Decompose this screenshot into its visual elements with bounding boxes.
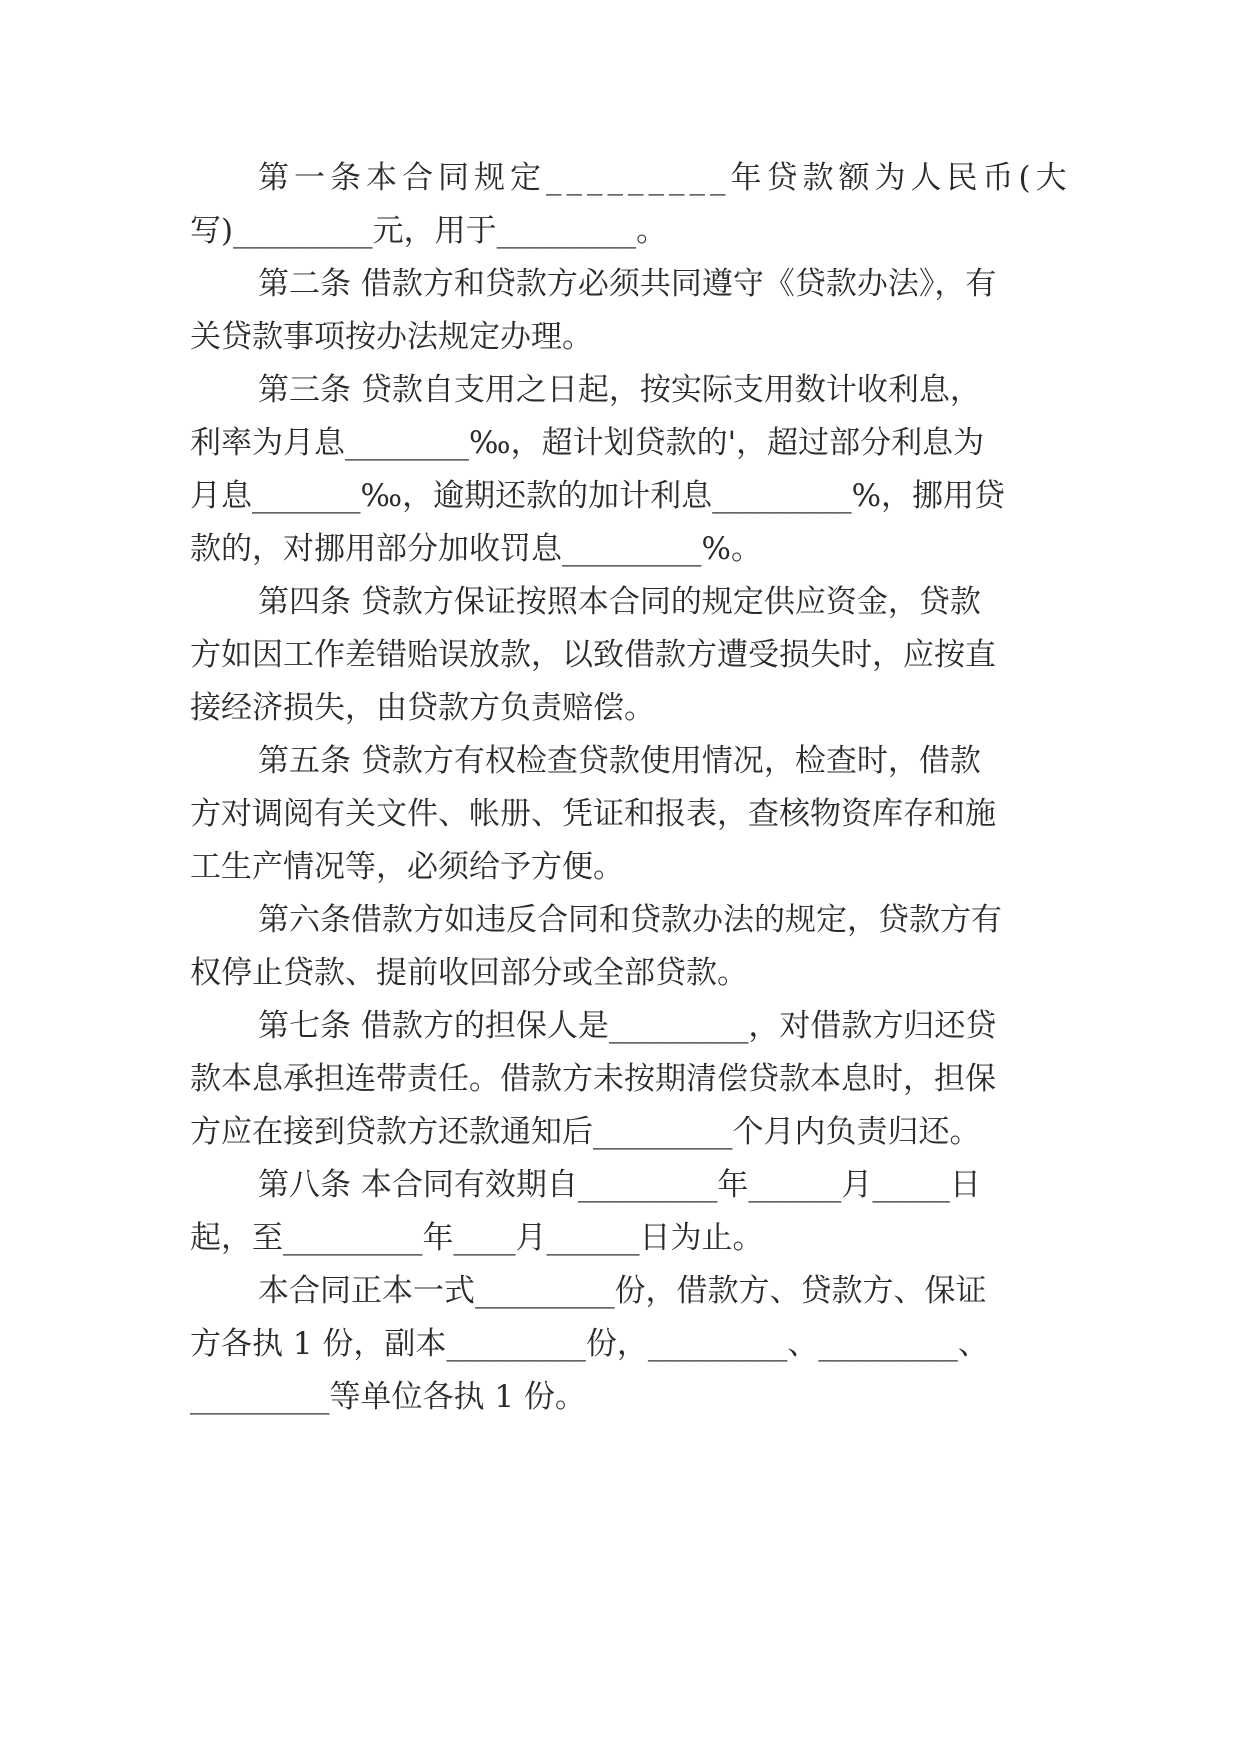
article-4-line-1: 第四条 贷款方保证按照本合同的规定供应资金，贷款	[258, 584, 981, 620]
article-6-line-1: 第六条借款方如违反合同和贷款办法的规定，贷款方有	[258, 902, 1002, 938]
article-2-line-1: 第二条 借款方和贷款方必须共同遵守《贷款办法》，有	[258, 266, 997, 302]
article-1-line-1: 第一条本合同规定_________年贷款额为人民币(大	[258, 160, 1072, 196]
copies-line-1: 本合同正本一式_________份，借款方、贷款方、保证	[258, 1273, 987, 1309]
article-7-line-2: 款本息承担连带责任。借款方未按期清偿贷款本息时，担保	[190, 1061, 996, 1097]
article-6-line-2: 权停止贷款、提前收回部分或全部贷款。	[190, 955, 748, 991]
copies-line-3: _________等单位各执 1 份。	[190, 1379, 586, 1415]
copies-line-2: 方各执 1 份，副本_________份，_________、_________、	[190, 1326, 989, 1362]
article-8-line-2: 起，至_________年____月______日为止。	[190, 1220, 764, 1256]
article-4-line-3: 接经济损失，由贷款方负责赔偿。	[190, 690, 655, 726]
article-2-line-2: 关贷款事项按办法规定办理。	[190, 319, 593, 355]
article-5-line-2: 方对调阅有关文件、帐册、凭证和报表，查核物资库存和施	[190, 796, 996, 832]
article-7-line-3: 方应在接到贷款方还款通知后_________个月内负责归还。	[190, 1114, 981, 1150]
article-5-line-3: 工生产情况等，必须给予方便。	[190, 849, 624, 885]
article-4-line-2: 方如因工作差错贻误放款，以致借款方遭受损失时，应按直	[190, 637, 996, 673]
article-8-line-1: 第八条 本合同有效期自_________年______月_____日	[258, 1167, 981, 1203]
article-3-line-2: 利率为月息________‰，超计划贷款的'，超过部分利息为	[190, 425, 985, 461]
article-3-line-1: 第三条 贷款自支用之日起，按实际支用数计收利息，	[258, 372, 981, 408]
article-7-line-1: 第七条 借款方的担保人是_________，对借款方归还贷	[258, 1008, 997, 1044]
article-3-line-3: 月息_______‰，逾期还款的加计利息_________%，挪用贷	[190, 478, 1006, 514]
article-3-line-4: 款的，对挪用部分加收罚息_________%。	[190, 531, 762, 567]
article-1-line-2: 写)_________元，用于_________。	[190, 213, 668, 249]
article-5-line-1: 第五条 贷款方有权检查贷款使用情况，检查时，借款	[258, 743, 981, 779]
